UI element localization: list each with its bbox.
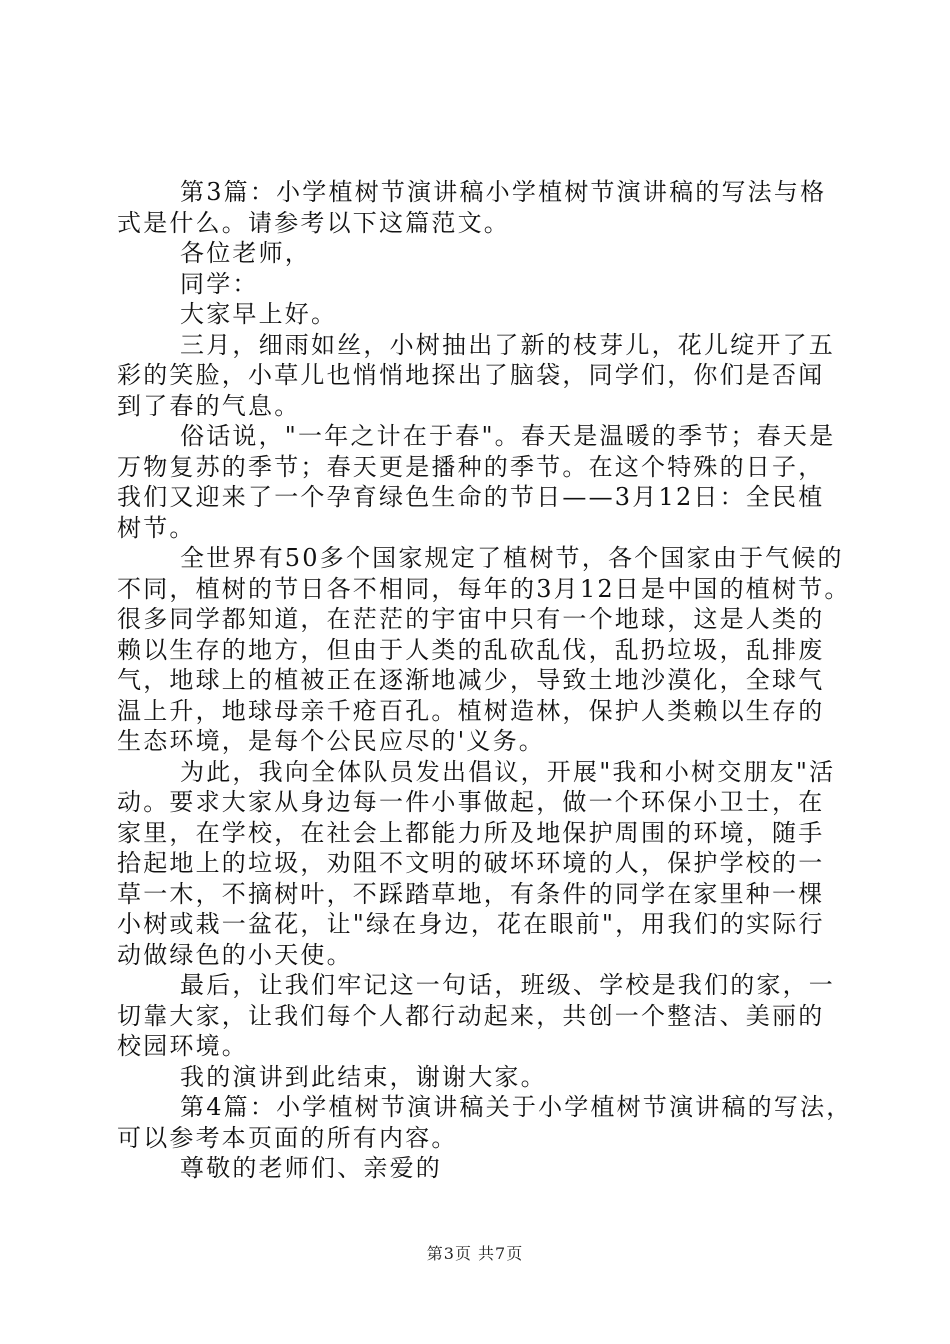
text-line: 温上升，地球母亲千疮百孔。植树造林，保护人类赖以生存的 xyxy=(117,696,825,725)
text-line: 第3篇：小学植树节演讲稿小学植树节演讲稿的写法与格 xyxy=(180,178,827,206)
text-line: 最后，让我们牢记这一句话，班级、学校是我们的家，一 xyxy=(180,971,835,999)
text-line: 到了春的气息。 xyxy=(117,391,301,420)
text-line: 拾起地上的垃圾，劝阻不文明的破坏环境的人，保护学校的一 xyxy=(117,849,825,877)
text-line: 各位老师， xyxy=(180,239,311,267)
text-line: 赖以生存的地方，但由于人类的乱砍乱伐，乱扔垃圾，乱排废 xyxy=(117,635,825,664)
text-line: 万物复苏的季节；春天更是播种的季节。在这个特殊的日子， xyxy=(117,452,825,481)
text-line: 动。要求大家从身边每一件小事做起，做一个环保小卫士，在 xyxy=(117,788,825,816)
text-line: 小树或栽一盆花，让"绿在身边，花在眼前"，用我们的实际行 xyxy=(117,910,825,938)
text-line: 我的演讲到此结束，谢谢大家。 xyxy=(180,1062,547,1091)
text-line: 尊敬的老师们、亲爱的 xyxy=(180,1154,442,1182)
text-line: 动做绿色的小天使。 xyxy=(117,940,353,969)
text-line: 家里，在学校，在社会上都能力所及地保护周围的环境，随手 xyxy=(117,818,825,847)
text-line: 不同，植树的节日各不相同，每年的3月12日是中国的植树节。 xyxy=(117,574,851,603)
text-line: 很多同学都知道，在茫茫的宇宙中只有一个地球，这是人类的 xyxy=(117,605,825,633)
page-footer: 第3页 共7页 xyxy=(426,1244,524,1263)
text-line: 大家早上好。 xyxy=(180,300,338,328)
text-line: 三月，细雨如丝，小树抽出了新的枝芽儿，花儿绽开了五 xyxy=(180,330,835,359)
text-line: 切靠大家，让我们每个人都行动起来，共创一个整洁、美丽的 xyxy=(117,1001,825,1030)
text-line: 式是什么。请参考以下这篇范文。 xyxy=(117,208,510,237)
text-line: 气，地球上的植被正在逐渐地减少，导致土地沙漠化，全球气 xyxy=(117,666,825,694)
text-line: 生态环境，是每个公民应尽的'义务。 xyxy=(117,727,545,755)
text-line: 第4篇：小学植树节演讲稿关于小学植树节演讲稿的写法， xyxy=(180,1093,853,1121)
text-line: 校园环境。 xyxy=(117,1032,248,1060)
text-line: 全世界有50多个国家规定了植树节，各个国家由于气候的 xyxy=(180,544,844,572)
text-line: 为此，我向全体队员发出倡议，开展"我和小树交朋友"活 xyxy=(180,757,836,786)
text-line: 草一木，不摘树叶，不踩踏草地，有条件的同学在家里种一棵 xyxy=(117,879,825,908)
text-line: 同学： xyxy=(180,269,259,298)
text-line: 彩的笑脸，小草儿也悄悄地探出了脑袋，同学们，你们是否闻 xyxy=(117,361,825,389)
text-line: 俗话说，"一年之计在于春"。春天是温暖的季节；春天是 xyxy=(180,422,836,450)
text-line: 我们又迎来了一个孕育绿色生命的节日——3月12日：全民植 xyxy=(117,483,825,511)
text-line: 可以参考本页面的所有内容。 xyxy=(117,1123,458,1152)
text-line: 树节。 xyxy=(117,513,196,542)
